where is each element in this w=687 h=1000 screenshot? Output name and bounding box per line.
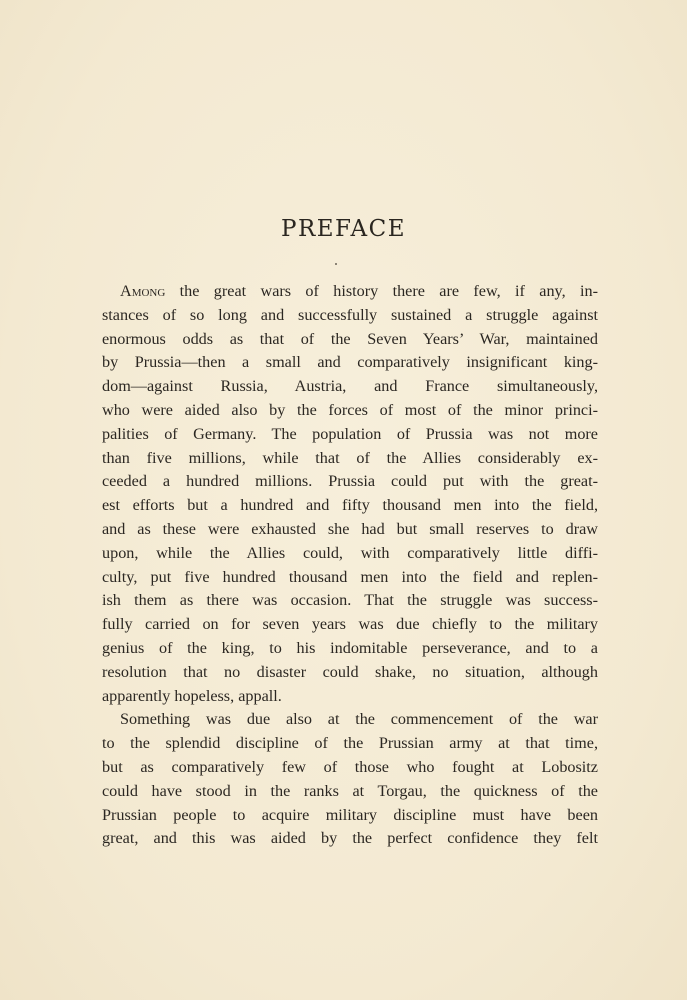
- paragraph-1: [102, 280, 598, 708]
- text-line: by Prussia—then a small and comparatively insignificant king-: [102, 353, 598, 372]
- text-line: est efforts but a hundred and fifty thousand men into the field,: [102, 496, 598, 515]
- text-line: enormous odds as that of the Seven Years’ War, maintained: [102, 329, 598, 348]
- text-line: stances of so long and successfully sustained a struggle against: [102, 305, 598, 324]
- page-title: PREFACE: [280, 216, 407, 242]
- text-line: Something was due also at the commencement of the war: [120, 710, 598, 729]
- text-line: ish them as there was occasion. That the struggle was success-: [102, 591, 598, 610]
- preface-body: [102, 280, 598, 851]
- text-line: genius of the king, to his indomitable perseverance, and to a: [102, 638, 598, 657]
- text-line: to the splendid discipline of the Prussian army at that time,: [102, 734, 598, 753]
- text-line: Among the great wars of history there are few, if any, in-: [120, 282, 598, 300]
- text-line: Prussian people to acquire military discipline must have been: [102, 805, 598, 824]
- text-line: fully carried on for seven years was due chiefly to the military: [102, 615, 598, 634]
- text-line: than five millions, while that of the Allies considerably ex-: [102, 448, 598, 467]
- text-line: ceeded a hundred millions. Prussia could put with the great-: [102, 472, 598, 491]
- text-line: resolution that no disaster could shake, no situation, although: [102, 662, 598, 681]
- text-line: palities of Germany. The population of Prussia was not more: [102, 424, 598, 443]
- text-line: could have stood in the ranks at Torgau, the quickness of the: [102, 781, 598, 800]
- text-line: dom—against Russia, Austria, and France simultaneously,: [102, 377, 598, 396]
- text-line: and as these were exhausted she had but small reserves to draw: [102, 519, 598, 538]
- ornament-dot: [335, 263, 337, 265]
- paragraph-2: [102, 708, 598, 851]
- text-line: who were aided also by the forces of most of the minor princi-: [102, 400, 598, 419]
- text-line: but as comparatively few of those who fought at Lobositz: [102, 757, 598, 776]
- text-line: great, and this was aided by the perfect confidence they felt: [102, 829, 598, 848]
- text-line: culty, put five hundred thousand men into the field and replen-: [102, 567, 598, 586]
- small-caps-lead: Among: [120, 282, 166, 300]
- text-line: apparently hopeless, appall.: [102, 686, 282, 705]
- text-line: upon, while the Allies could, with comparatively little diffi-: [102, 543, 598, 562]
